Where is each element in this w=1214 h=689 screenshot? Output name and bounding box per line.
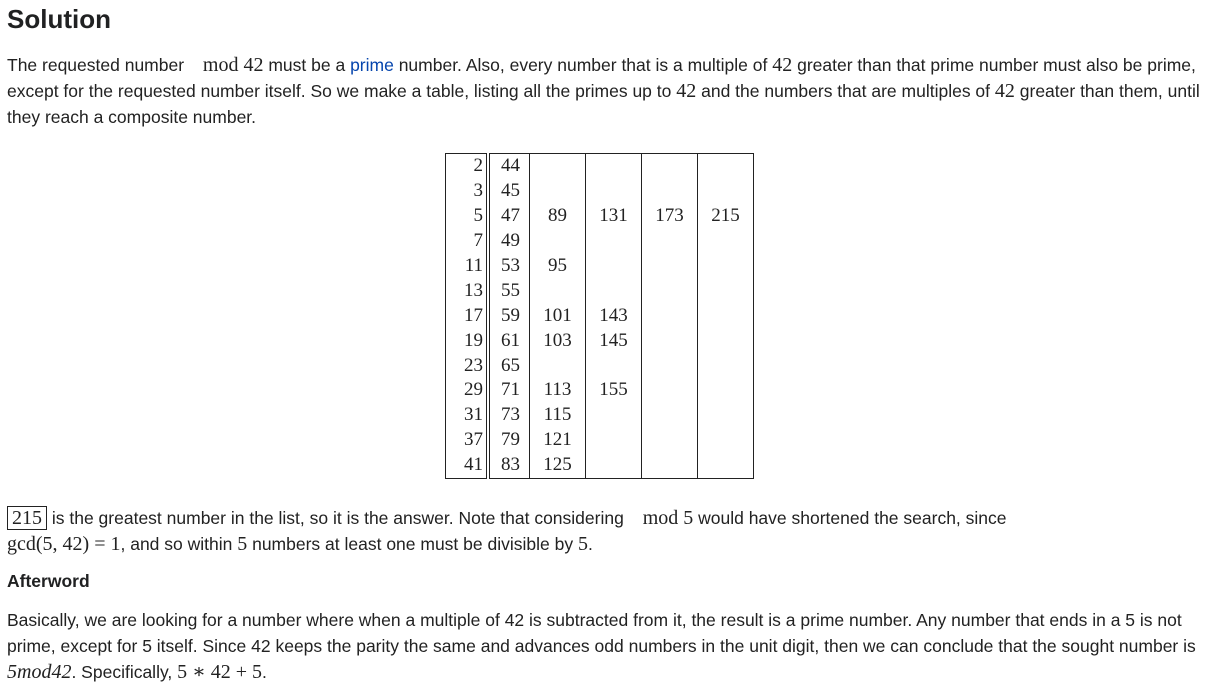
table-cell: 2 (446, 154, 489, 179)
math-mod-42: mod 42 (202, 54, 264, 76)
table-cell: 83 (501, 454, 520, 476)
table-cell: 121 (530, 428, 586, 453)
afterword-paragraph (7, 607, 1211, 685)
math-5-b: 5 (577, 533, 588, 555)
table-cell: 53 (501, 255, 520, 276)
table-cell (586, 453, 642, 478)
intro-text-2: must be a (263, 55, 351, 75)
afterword-text-3: . (262, 662, 267, 682)
afterword-text-2: . Specifically, (71, 662, 178, 682)
table-cell (698, 328, 754, 353)
table-cell (698, 154, 754, 179)
table-cell: 145 (586, 328, 642, 353)
table-cell: 79 (501, 429, 520, 451)
table-cell: 131 (586, 204, 642, 229)
table-cell (698, 303, 754, 328)
table-cell (642, 254, 698, 279)
table-cell: 95 (530, 254, 586, 279)
table-cell: 155 (586, 378, 642, 403)
table-row (446, 204, 754, 229)
table-cell: 3 (446, 179, 489, 204)
table-cell: 19 (446, 328, 489, 353)
table-cell (586, 254, 642, 279)
answer-text-4: numbers at least one must be divisible by (247, 534, 578, 554)
table-row (446, 328, 754, 353)
answer-paragraph (7, 505, 1211, 557)
math-42-a: 42 (772, 54, 793, 76)
table-cell (642, 154, 698, 179)
answer-text-2: would have shortened the search, since (693, 508, 1007, 528)
math-expression: 5 ∗ 42 + 5 (177, 661, 263, 683)
table-cell: 23 (446, 353, 489, 378)
table-cell (586, 229, 642, 254)
table-cell (642, 278, 698, 303)
table-row (446, 179, 754, 204)
table-cell: 113 (530, 378, 586, 403)
math-42-b: 42 (676, 80, 697, 102)
table-cell (530, 229, 586, 254)
table-cell: 103 (530, 328, 586, 353)
table-cell (586, 353, 642, 378)
prime-link[interactable]: prime (350, 55, 394, 75)
table-cell: 73 (501, 404, 520, 426)
table-cell (642, 328, 698, 353)
math-42-c: 42 (994, 80, 1015, 102)
intro-paragraph (7, 52, 1211, 130)
afterword-text-1: Basically, we are looking for a number where when a multiple of 42 is subtracted from it, the result is a prime number. Any number that ends in a 5 is not prime, except for 5 itself. Since 42 keeps the parity the same and advances odd numbers in the unit digit, then we can conclude that the sought number is (7, 610, 1196, 656)
intro-text-4: greater than that prime number must also be prime, except for the requested number itself. So we make a table, listing all the primes up to (7, 55, 1196, 101)
primes-table (445, 153, 754, 479)
table-cell: 44 (501, 155, 520, 177)
table-cell: 125 (530, 453, 586, 478)
table-cell (698, 278, 754, 303)
table-cell: 13 (446, 278, 489, 303)
table-cell (642, 403, 698, 428)
table-cell (586, 403, 642, 428)
table-cell (586, 154, 642, 179)
table-cell (642, 453, 698, 478)
answer-text-1: is the greatest number in the list, so it is the answer. Note that considering (47, 508, 629, 528)
table-row (446, 278, 754, 303)
table-cell (698, 453, 754, 478)
table-row (446, 403, 754, 428)
table-cell: 7 (446, 229, 489, 254)
table-cell: 17 (446, 303, 489, 328)
table-row (446, 378, 754, 403)
table-cell (642, 303, 698, 328)
table-cell (642, 179, 698, 204)
table-cell: 89 (530, 204, 586, 229)
math-gcd: gcd(5, 42) = 1 (7, 533, 121, 555)
table-cell (530, 179, 586, 204)
table-cell (642, 428, 698, 453)
table-cell: 55 (501, 279, 520, 301)
table-cell: 29 (446, 378, 489, 403)
table-cell: 47 (501, 205, 520, 227)
table-cell (698, 229, 754, 254)
table-cell (642, 229, 698, 254)
table-row (446, 154, 754, 179)
math-mod-5: mod 5 (642, 507, 694, 529)
math-5-a: 5 (237, 533, 248, 555)
table-cell: 101 (530, 303, 586, 328)
table-cell: 59 (501, 304, 520, 326)
table-cell (530, 278, 586, 303)
table-cell: 41 (446, 453, 489, 478)
math-5mod42: 5mod42 (7, 661, 72, 683)
intro-text-5: and the numbers that are multiples of (696, 81, 995, 101)
answer-text-3: , and so within (120, 534, 238, 554)
table-cell (530, 154, 586, 179)
table-cell (698, 254, 754, 279)
table-cell (698, 179, 754, 204)
table-cell (642, 353, 698, 378)
table-row (446, 428, 754, 453)
table-cell (698, 428, 754, 453)
table-cell (586, 278, 642, 303)
table-cell: 45 (501, 180, 520, 202)
table-cell (530, 353, 586, 378)
table-cell (698, 378, 754, 403)
intro-text-1: The requested number (7, 55, 189, 75)
boxed-answer: 215 (7, 506, 47, 530)
table-cell: 37 (446, 428, 489, 453)
intro-text-3: number. Also, every number that is a multiple of (393, 55, 773, 75)
table-row (446, 303, 754, 328)
section-heading-solution: Solution (7, 4, 111, 34)
section-heading-afterword: Afterword (7, 571, 90, 591)
table-cell: 49 (501, 230, 520, 252)
table-cell (698, 353, 754, 378)
table-cell (586, 179, 642, 204)
table-cell: 143 (586, 303, 642, 328)
table-cell: 5 (446, 204, 489, 229)
table-cell (586, 428, 642, 453)
table-cell: 65 (501, 354, 520, 376)
table-cell: 11 (446, 254, 489, 279)
table-cell (698, 403, 754, 428)
intro-text-6: greater than them, until they reach a composite number. (7, 81, 1200, 127)
answer-text-5: . (587, 534, 593, 554)
table-row (446, 229, 754, 254)
table-cell: 215 (698, 204, 754, 229)
table-cell: 173 (642, 204, 698, 229)
table-row (446, 353, 754, 378)
table-cell (642, 378, 698, 403)
table-cell: 71 (501, 379, 520, 401)
table-row (446, 453, 754, 478)
table-cell: 31 (446, 403, 489, 428)
table-row (446, 254, 754, 279)
table-cell: 61 (501, 329, 520, 351)
table-cell: 115 (530, 403, 586, 428)
